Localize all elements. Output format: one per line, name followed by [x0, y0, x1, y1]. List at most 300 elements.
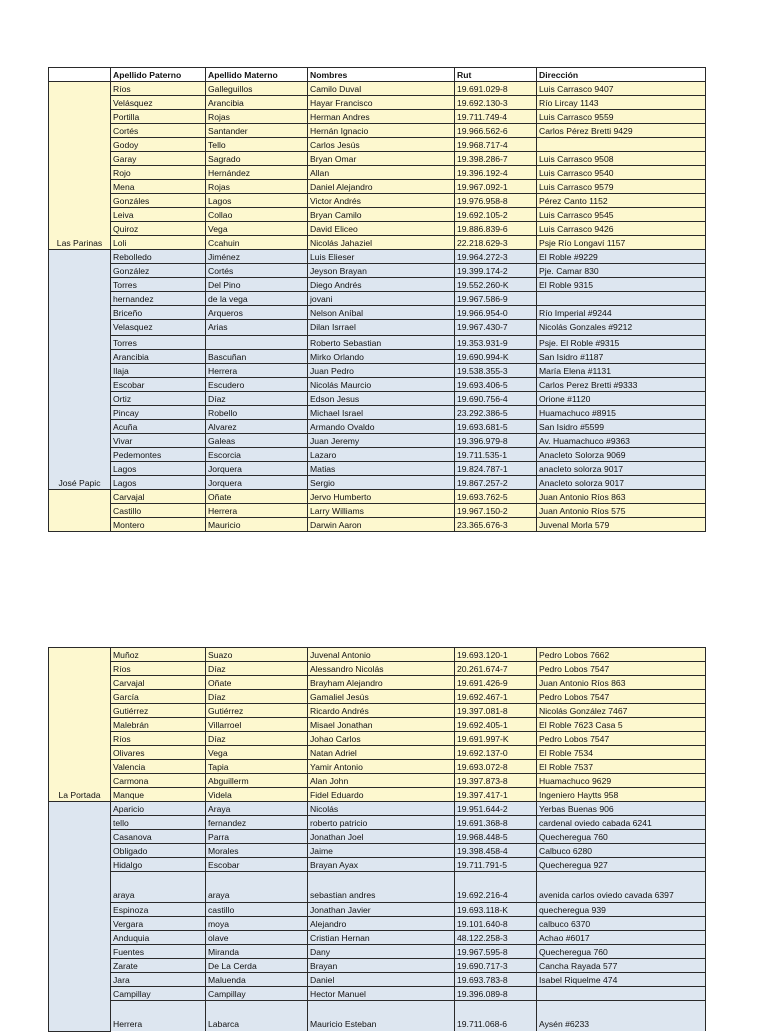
rut-cell: 19.976.958-8 [455, 194, 537, 208]
table-row [49, 292, 706, 306]
direccion-cell [537, 987, 706, 1001]
rut-cell: 19.711.791-5 [455, 858, 537, 872]
rut-cell: 19.967.595-8 [455, 945, 537, 959]
header-blank-cell [49, 68, 111, 82]
nombres-cell: Mirko Orlando [308, 350, 455, 364]
apellido-paterno-cell: Acuña [111, 420, 206, 434]
direccion-cell: avenida carlos oviedo cavada 6397 [537, 872, 706, 903]
nombres-cell: Luis Elieser [308, 250, 455, 264]
direccion-cell: Pedro Lobos 7662 [537, 648, 706, 662]
table-row [49, 917, 706, 931]
rut-cell: 19.693.120-1 [455, 648, 537, 662]
column-header: Dirección [537, 68, 706, 82]
rut-cell: 19.396.979-8 [455, 434, 537, 448]
direccion-cell: Pedro Lobos 7547 [537, 732, 706, 746]
direccion-cell: El Roble 7623 Casa 5 [537, 718, 706, 732]
direccion-cell: Quecheregua 927 [537, 858, 706, 872]
table-row [49, 931, 706, 945]
apellido-materno-cell: fernandez [206, 816, 308, 830]
rut-cell: 22.218.629-3 [455, 236, 537, 250]
rut-cell: 19.692.216-4 [455, 872, 537, 903]
apellido-materno-cell: Vega [206, 222, 308, 236]
table-row [49, 392, 706, 406]
table-row [49, 718, 706, 732]
table-row [49, 264, 706, 278]
apellido-materno-cell: Tello [206, 138, 308, 152]
nombres-cell: Misael Jonathan [308, 718, 455, 732]
apellido-materno-cell: Santander [206, 124, 308, 138]
apellido-materno-cell: olave [206, 931, 308, 945]
direccion-cell: Pje. Camar 830 [537, 264, 706, 278]
apellido-paterno-cell: Ríos [111, 732, 206, 746]
direccion-cell [537, 292, 706, 306]
column-header: Apellido Materno [206, 68, 308, 82]
direccion-cell: Juan Antonio Ríos 863 [537, 490, 706, 504]
nombres-cell: Edson Jesus [308, 392, 455, 406]
table-row [49, 1001, 706, 1032]
direccion-cell: calbuco 6370 [537, 917, 706, 931]
table-row [49, 138, 706, 152]
nombres-cell: Dany [308, 945, 455, 959]
apellido-materno-cell: Lagos [206, 194, 308, 208]
table-row [49, 448, 706, 462]
direccion-cell: Pedro Lobos 7547 [537, 690, 706, 704]
apellido-paterno-cell: Ortiz [111, 392, 206, 406]
table-row [49, 788, 706, 802]
nombres-cell: Daniel [308, 973, 455, 987]
direccion-cell: Av. Huamachuco #9363 [537, 434, 706, 448]
table-row [49, 830, 706, 844]
rut-cell: 19.691.426-9 [455, 676, 537, 690]
direccion-cell: Luis Carrasco 9407 [537, 82, 706, 96]
apellido-paterno-cell: Fuentes [111, 945, 206, 959]
rut-cell: 19.397.417-1 [455, 788, 537, 802]
apellido-paterno-cell: Casanova [111, 830, 206, 844]
rut-cell: 19.397.873-8 [455, 774, 537, 788]
nombres-cell: Johao Carlos [308, 732, 455, 746]
rut-cell: 19.711.535-1 [455, 448, 537, 462]
rut-cell: 19.967.430-7 [455, 320, 537, 336]
apellido-paterno-cell: Loli [111, 236, 206, 250]
table-row [49, 760, 706, 774]
table-row [49, 250, 706, 264]
rut-cell: 19.692.105-2 [455, 208, 537, 222]
apellido-materno-cell: Labarca [206, 1001, 308, 1032]
table-row [49, 774, 706, 788]
apellido-paterno-cell: Castillo [111, 504, 206, 518]
direccion-cell: El Roble 7534 [537, 746, 706, 760]
group-label-cell: José Papic [49, 250, 111, 490]
rut-cell: 19.692.130-3 [455, 96, 537, 110]
nombres-cell: Mauricio Esteban [308, 1001, 455, 1032]
direccion-cell: Psje Río Longaví 1157 [537, 236, 706, 250]
direccion-cell: Luis Carrasco 9540 [537, 166, 706, 180]
direccion-cell: Luis Carrasco 9508 [537, 152, 706, 166]
rut-cell: 19.693.406-5 [455, 378, 537, 392]
apellido-paterno-cell: Arancibia [111, 350, 206, 364]
table-row [49, 945, 706, 959]
apellido-paterno-cell: Garay [111, 152, 206, 166]
rut-cell: 19.353.931-9 [455, 336, 537, 350]
rut-cell: 19.690.717-3 [455, 959, 537, 973]
apellido-materno-cell: castillo [206, 903, 308, 917]
table-row [49, 518, 706, 532]
direccion-cell: anacleto solorza 9017 [537, 462, 706, 476]
apellido-paterno-cell: Rojo [111, 166, 206, 180]
nombres-cell: Hayar Francisco [308, 96, 455, 110]
direccion-cell: Isabel Riquelme 474 [537, 973, 706, 987]
group-label-cell: Las Parinas [49, 82, 111, 250]
direccion-cell: San Isidro #5599 [537, 420, 706, 434]
apellido-materno-cell: Sagrado [206, 152, 308, 166]
apellido-materno-cell: Gutiérrez [206, 704, 308, 718]
table-row [49, 306, 706, 320]
table-row [49, 476, 706, 490]
table-row [49, 504, 706, 518]
apellido-materno-cell: Oñate [206, 490, 308, 504]
apellido-materno-cell: Escobar [206, 858, 308, 872]
direccion-cell: cardenal oviedo cabada 6241 [537, 816, 706, 830]
direccion-cell: Orione #1120 [537, 392, 706, 406]
table-row [49, 166, 706, 180]
nombres-cell: Juan Pedro [308, 364, 455, 378]
nombres-cell: Jervo Humberto [308, 490, 455, 504]
apellido-materno-cell: Jiménez [206, 250, 308, 264]
apellido-paterno-cell: Godoy [111, 138, 206, 152]
table-row [49, 648, 706, 662]
nombres-cell: Hernán Ignacio [308, 124, 455, 138]
apellido-materno-cell: Miranda [206, 945, 308, 959]
nombres-cell: Jaime [308, 844, 455, 858]
table-row [49, 987, 706, 1001]
nombres-cell: sebastian andres [308, 872, 455, 903]
rut-cell: 19.399.174-2 [455, 264, 537, 278]
nombres-cell: Larry Williams [308, 504, 455, 518]
column-header: Nombres [308, 68, 455, 82]
direccion-cell: Huamachuco 9629 [537, 774, 706, 788]
apellido-materno-cell: Oñate [206, 676, 308, 690]
apellido-paterno-cell: Montero [111, 518, 206, 532]
nombres-cell: Juvenal Antonio [308, 648, 455, 662]
apellido-paterno-cell: Obligado [111, 844, 206, 858]
direccion-cell: Luis Carrasco 9559 [537, 110, 706, 124]
apellido-paterno-cell: Valencia [111, 760, 206, 774]
apellido-paterno-cell: Carvajal [111, 676, 206, 690]
table-row [49, 124, 706, 138]
apellido-paterno-cell: Lagos [111, 476, 206, 490]
rut-cell: 19.693.118-K [455, 903, 537, 917]
apellido-materno-cell: Galeas [206, 434, 308, 448]
nombres-cell: Ricardo Andrés [308, 704, 455, 718]
nombres-cell: Alejandro [308, 917, 455, 931]
apellido-materno-cell: Jorquera [206, 476, 308, 490]
direccion-cell: Juvenal Morla 579 [537, 518, 706, 532]
apellido-paterno-cell: Manque [111, 788, 206, 802]
apellido-paterno-cell: Ríos [111, 82, 206, 96]
table-row [49, 378, 706, 392]
table-row [49, 690, 706, 704]
direccion-cell: María Elena #1131 [537, 364, 706, 378]
rut-cell: 19.552.260-K [455, 278, 537, 292]
apellido-materno-cell: Alvarez [206, 420, 308, 434]
direccion-cell: Anacleto Solorza 9069 [537, 448, 706, 462]
rut-cell: 19.711.749-4 [455, 110, 537, 124]
rut-cell: 19.693.681-5 [455, 420, 537, 434]
direccion-cell: quecheregua 939 [537, 903, 706, 917]
direccion-cell: Nicolás González 7467 [537, 704, 706, 718]
apellido-paterno-cell: Hidalgo [111, 858, 206, 872]
apellido-paterno-cell: Zarate [111, 959, 206, 973]
nombres-cell: Brayan [308, 959, 455, 973]
table-row [49, 462, 706, 476]
direccion-cell: Achao #6017 [537, 931, 706, 945]
column-header: Rut [455, 68, 537, 82]
rut-cell: 48.122.258-3 [455, 931, 537, 945]
direccion-cell: Yerbas Buenas 906 [537, 802, 706, 816]
apellido-paterno-cell: araya [111, 872, 206, 903]
table-row [49, 320, 706, 336]
apellido-materno-cell: Herrera [206, 364, 308, 378]
nombres-cell: Juan Jeremy [308, 434, 455, 448]
apellido-paterno-cell: Ríos [111, 662, 206, 676]
rut-cell: 19.967.092-1 [455, 180, 537, 194]
nombres-cell: Jonathan Joel [308, 830, 455, 844]
apellido-materno-cell: Jorquera [206, 462, 308, 476]
rut-cell: 19.967.150-2 [455, 504, 537, 518]
rut-cell: 19.968.448-5 [455, 830, 537, 844]
nombres-cell: Yamir Antonio [308, 760, 455, 774]
nombres-cell: Roberto Sebastian [308, 336, 455, 350]
table-row [49, 973, 706, 987]
nombres-cell: Camilo Duval [308, 82, 455, 96]
table-row [49, 350, 706, 364]
apellido-paterno-cell: Lagos [111, 462, 206, 476]
direccion-cell: Calbuco 6280 [537, 844, 706, 858]
apellido-paterno-cell: tello [111, 816, 206, 830]
apellido-materno-cell: Del Pino [206, 278, 308, 292]
direccion-cell: Luis Carrasco 9545 [537, 208, 706, 222]
apellido-materno-cell: Díaz [206, 732, 308, 746]
apellido-paterno-cell: Jara [111, 973, 206, 987]
rut-cell: 19.538.355-3 [455, 364, 537, 378]
direccion-cell: Carlos Perez Bretti #9333 [537, 378, 706, 392]
apellido-materno-cell: Suazo [206, 648, 308, 662]
nombres-cell: Hector Manuel [308, 987, 455, 1001]
apellido-materno-cell: Cortés [206, 264, 308, 278]
apellido-materno-cell: Mauricio [206, 518, 308, 532]
apellido-materno-cell: Escorcia [206, 448, 308, 462]
apellido-materno-cell: de la vega [206, 292, 308, 306]
table-row [49, 208, 706, 222]
table-row [49, 336, 706, 350]
apellido-materno-cell: Díaz [206, 392, 308, 406]
apellido-paterno-cell: Briceño [111, 306, 206, 320]
table-two-body [49, 648, 706, 1032]
direccion-cell: Carlos Pérez Bretti 9429 [537, 124, 706, 138]
table-row [49, 802, 706, 816]
direccion-cell: Ingeniero Haytts 958 [537, 788, 706, 802]
apellido-paterno-cell: Escobar [111, 378, 206, 392]
rut-cell: 19.398.286-7 [455, 152, 537, 166]
apellido-materno-cell [206, 336, 308, 350]
apellido-materno-cell: Abguillerm [206, 774, 308, 788]
apellido-materno-cell: Vega [206, 746, 308, 760]
table-row [49, 746, 706, 760]
direccion-cell: Río Lircay 1143 [537, 96, 706, 110]
table-row [49, 858, 706, 872]
nombres-cell: Carlos Jesús [308, 138, 455, 152]
apellido-materno-cell: Tapia [206, 760, 308, 774]
table-row [49, 872, 706, 903]
apellido-paterno-cell: Cortés [111, 124, 206, 138]
apellido-paterno-cell: Carvajal [111, 490, 206, 504]
apellido-paterno-cell: González [111, 264, 206, 278]
direccion-cell: El Roble 7537 [537, 760, 706, 774]
rut-cell: 23.292.386-5 [455, 406, 537, 420]
nombres-cell: Lazaro [308, 448, 455, 462]
nombres-cell: Victor Andrés [308, 194, 455, 208]
table-one-body [49, 68, 706, 532]
rut-cell: 19.967.586-9 [455, 292, 537, 306]
apellido-materno-cell: Collao [206, 208, 308, 222]
rut-cell: 19.968.717-4 [455, 138, 537, 152]
rut-cell: 19.966.954-0 [455, 306, 537, 320]
table-row [49, 704, 706, 718]
apellido-paterno-cell: Portilla [111, 110, 206, 124]
nombres-cell: Fidel Eduardo [308, 788, 455, 802]
apellido-paterno-cell: Quiroz [111, 222, 206, 236]
nombres-cell: Nicolás [308, 802, 455, 816]
table-row [49, 96, 706, 110]
apellido-materno-cell: Morales [206, 844, 308, 858]
nombres-cell: Nicolás Jahaziel [308, 236, 455, 250]
nombres-cell: Jonathan Javier [308, 903, 455, 917]
nombres-cell: Gamaliel Jesús [308, 690, 455, 704]
nombres-cell: Alessandro Nicolás [308, 662, 455, 676]
apellido-paterno-cell: Gonzáles [111, 194, 206, 208]
rut-cell: 19.951.644-2 [455, 802, 537, 816]
table-row [49, 959, 706, 973]
group-label-cell [49, 490, 111, 532]
rut-cell: 19.692.137-0 [455, 746, 537, 760]
direccion-cell: El Roble 9315 [537, 278, 706, 292]
nombres-cell: Alan John [308, 774, 455, 788]
group-label-cell: La Portada [49, 648, 111, 802]
nombres-cell: Allan [308, 166, 455, 180]
rut-cell: 19.396.192-4 [455, 166, 537, 180]
table-row [49, 152, 706, 166]
apellido-materno-cell: Campillay [206, 987, 308, 1001]
apellido-materno-cell: De La Cerda [206, 959, 308, 973]
apellido-paterno-cell: Mena [111, 180, 206, 194]
rut-cell: 19.396.089-8 [455, 987, 537, 1001]
apellido-materno-cell: Videla [206, 788, 308, 802]
nombres-cell: Daniel Alejandro [308, 180, 455, 194]
direccion-cell: San Isidro #1187 [537, 350, 706, 364]
apellido-paterno-cell: Rebolledo [111, 250, 206, 264]
table-row [49, 180, 706, 194]
nombres-cell: Herman Andres [308, 110, 455, 124]
apellido-paterno-cell: Campillay [111, 987, 206, 1001]
table-row [49, 662, 706, 676]
table-row [49, 676, 706, 690]
direccion-cell: El Roble #9229 [537, 250, 706, 264]
nombres-cell: jovani [308, 292, 455, 306]
direccion-cell: Juan Antonio Ríos 575 [537, 504, 706, 518]
rut-cell: 19.690.994-K [455, 350, 537, 364]
apellido-paterno-cell: hernandez [111, 292, 206, 306]
rut-cell: 19.693.783-8 [455, 973, 537, 987]
direccion-cell: Quecheregua 760 [537, 830, 706, 844]
table-row [49, 278, 706, 292]
apellido-materno-cell: Arancibia [206, 96, 308, 110]
table-row [49, 194, 706, 208]
apellido-materno-cell: Galleguillos [206, 82, 308, 96]
table-row [49, 222, 706, 236]
rut-cell: 19.886.839-6 [455, 222, 537, 236]
apellido-paterno-cell: Aparicio [111, 802, 206, 816]
nombres-cell: Cristian Hernan [308, 931, 455, 945]
apellido-materno-cell: Bascuñan [206, 350, 308, 364]
apellido-paterno-cell: Torres [111, 278, 206, 292]
rut-cell: 19.824.787-1 [455, 462, 537, 476]
nombres-cell: Diego Andrés [308, 278, 455, 292]
student-table-one [48, 67, 706, 532]
table-row [49, 236, 706, 250]
nombres-cell: Darwin Aaron [308, 518, 455, 532]
rut-cell: 19.101.640-8 [455, 917, 537, 931]
nombres-cell: roberto patricio [308, 816, 455, 830]
direccion-cell: Luis Carrasco 9426 [537, 222, 706, 236]
rut-cell: 19.691.029-8 [455, 82, 537, 96]
nombres-cell: Bryan Camilo [308, 208, 455, 222]
table-row [49, 816, 706, 830]
apellido-materno-cell: moya [206, 917, 308, 931]
rut-cell: 19.711.068-6 [455, 1001, 537, 1032]
apellido-paterno-cell: Pedemontes [111, 448, 206, 462]
table-row [49, 732, 706, 746]
table-row [49, 434, 706, 448]
apellido-materno-cell: Herrera [206, 504, 308, 518]
nombres-cell: Nelson Aníbal [308, 306, 455, 320]
direccion-cell: Luis Carrasco 9579 [537, 180, 706, 194]
nombres-cell: Matias [308, 462, 455, 476]
nombres-cell: Brayan Ayax [308, 858, 455, 872]
column-header: Apellido Paterno [111, 68, 206, 82]
rut-cell: 19.397.081-8 [455, 704, 537, 718]
direccion-cell: Río Imperial #9244 [537, 306, 706, 320]
direccion-cell: Nicolás Gonzales #9212 [537, 320, 706, 336]
apellido-materno-cell: Parra [206, 830, 308, 844]
apellido-paterno-cell: Herrera [111, 1001, 206, 1032]
direccion-cell: Huamachuco #8915 [537, 406, 706, 420]
apellido-paterno-cell: Muñoz [111, 648, 206, 662]
rut-cell: 20.261.674-7 [455, 662, 537, 676]
table-row [49, 420, 706, 434]
apellido-paterno-cell: Anduquia [111, 931, 206, 945]
group-label-cell [49, 802, 111, 1032]
nombres-cell: Nicolás Maurcio [308, 378, 455, 392]
rut-cell: 23.365.676-3 [455, 518, 537, 532]
nombres-cell: Armando Ovaldo [308, 420, 455, 434]
apellido-paterno-cell: Pincay [111, 406, 206, 420]
apellido-paterno-cell: Torres [111, 336, 206, 350]
direccion-cell: Juan Antonio Ríos 863 [537, 676, 706, 690]
table-row [49, 903, 706, 917]
direccion-cell: Cancha Rayada 577 [537, 959, 706, 973]
apellido-materno-cell: Arqueros [206, 306, 308, 320]
rut-cell: 19.692.405-1 [455, 718, 537, 732]
